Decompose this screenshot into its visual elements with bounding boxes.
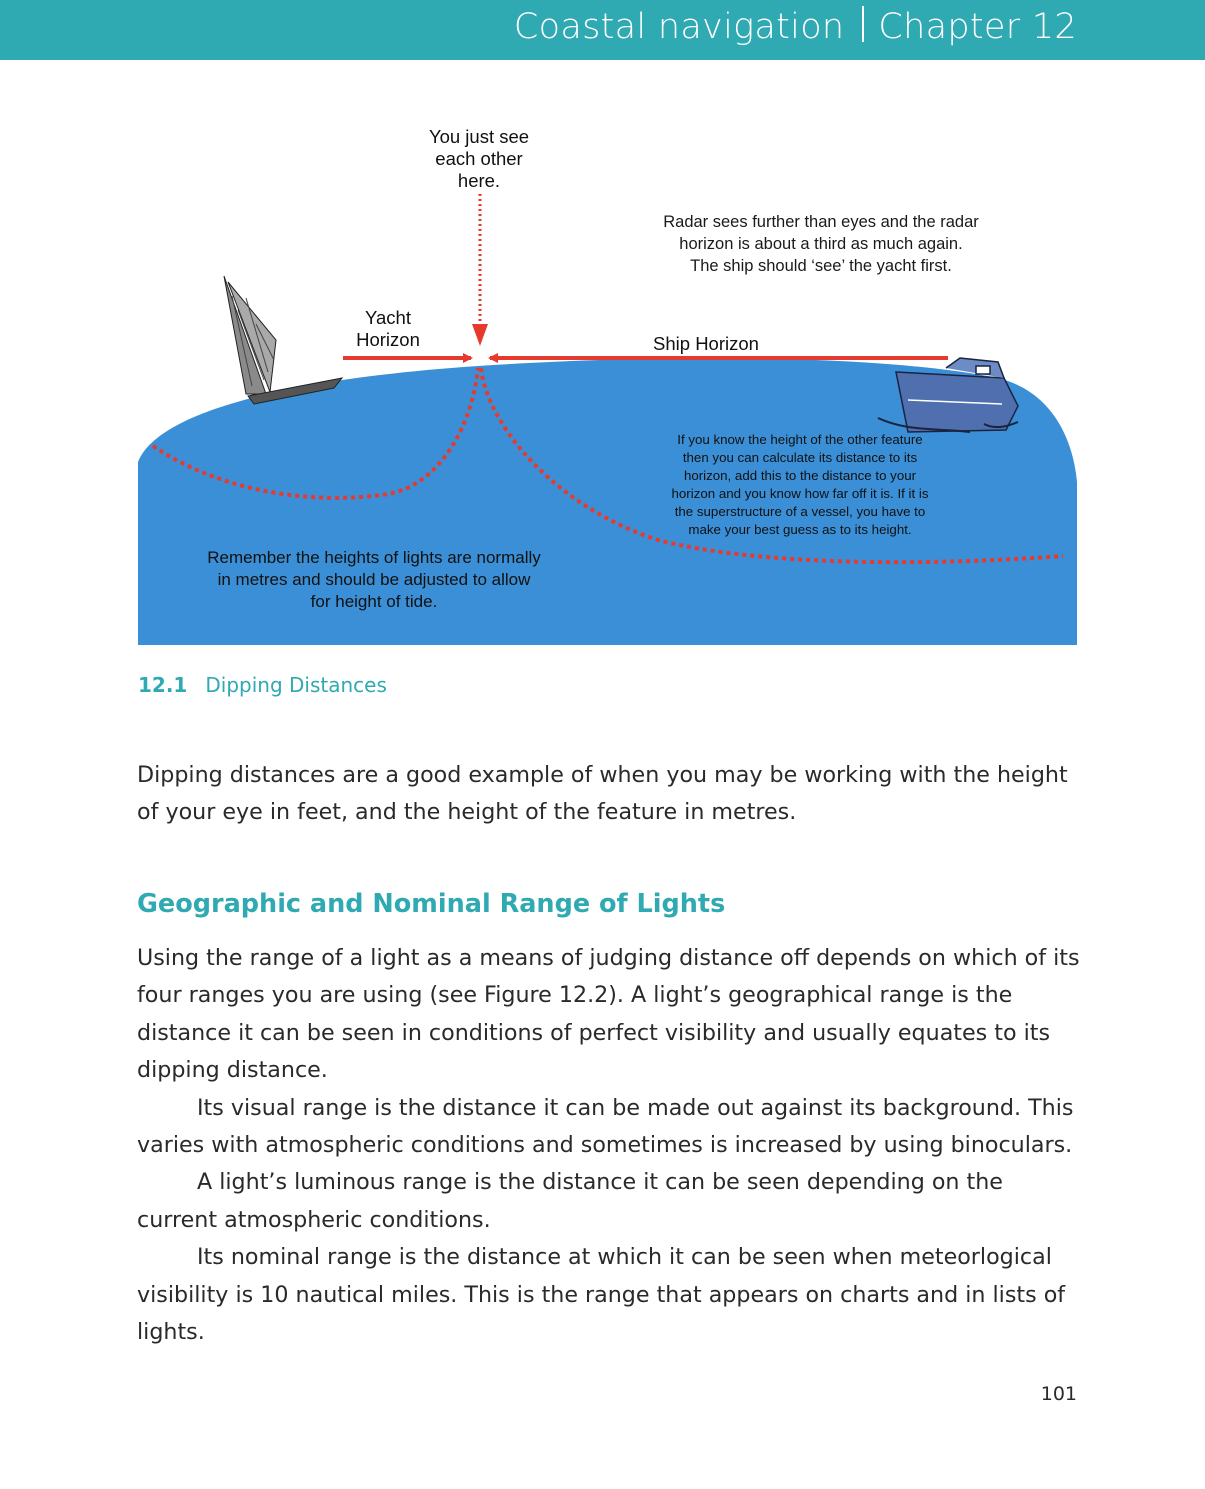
label-see-each-other-3: here.: [457, 170, 501, 191]
label-height-note-2: then you can calculate its distance to its: [682, 450, 918, 465]
label-height-note-5: the superstructure of a vessel, you have to: [674, 504, 926, 519]
label-see-each-other-2: each other: [435, 148, 523, 169]
caption-title: Dipping Distances: [205, 673, 387, 697]
label-height-note-6: make your best guess as to its height.: [688, 522, 912, 537]
header-chapter: Chapter 12: [878, 7, 1077, 47]
dipping-distances-figure: [138, 110, 1077, 645]
sight-arrow-head: [472, 324, 488, 346]
header-separator: [862, 6, 864, 42]
running-header: [514, 6, 1077, 48]
paragraph-geographical-range: Using the range of a light as a means of judging distance off depends on which of its four ranges you are using (see Figure 12.2). A light’s geographical range is the distance it can be seen in conditions of perfect visibility and usually equates to its dipping distance.: [137, 945, 1080, 1084]
figure-diagram: [138, 110, 1077, 645]
label-lights-note-3: for height of tide.: [310, 592, 438, 611]
label-yacht-horizon-1: Yacht: [365, 307, 411, 328]
paragraph-nominal-range: Its nominal range is the distance at which it can be seen when meteorlogical visibility is 10 nautical miles. This is the range that appears on charts and in lists of lights.: [137, 1244, 1066, 1346]
label-ship-horizon: Ship Horizon: [653, 333, 759, 354]
header-section: Coastal navigation: [513, 7, 845, 47]
label-lights-note-1: Remember the heights of lights are normally: [207, 548, 541, 567]
figure-caption: [138, 673, 387, 697]
label-yacht-horizon-2: Horizon: [356, 329, 420, 350]
label-height-note-3: horizon, add this to the distance to your: [683, 468, 917, 483]
intro-paragraph: Dipping distances are a good example of when you may be working with the height of your eye in feet, and the height of the feature in metres.: [137, 762, 1068, 826]
label-radar-2: horizon is about a third as much again.: [679, 235, 963, 253]
section-body: [137, 940, 1082, 1351]
label-lights-note-2: in metres and should be adjusted to allow: [217, 570, 531, 589]
paragraph-luminous-range: A light’s luminous range is the distance it can be seen depending on the current atmospheric conditions.: [137, 1169, 1003, 1233]
label-see-each-other-1: You just see: [428, 126, 530, 147]
page-number: 101: [1040, 1383, 1077, 1405]
label-height-note-4: horizon and you know how far off it is. If it is: [671, 486, 929, 501]
label-radar-3: The ship should ‘see’ the yacht first.: [690, 257, 952, 275]
paragraph-visual-range: Its visual range is the distance it can be made out against its background. This varies with atmospheric conditions and sometimes is increased by using binoculars.: [137, 1094, 1074, 1159]
header-bar: [0, 0, 1205, 60]
caption-number: 12.1: [138, 673, 188, 697]
label-height-note-1: If you know the height of the other feature: [677, 432, 923, 447]
label-radar-1: Radar sees further than eyes and the radar: [663, 213, 979, 231]
section-heading: Geographic and Nominal Range of Lights: [137, 889, 726, 919]
yacht-icon: [224, 276, 342, 404]
